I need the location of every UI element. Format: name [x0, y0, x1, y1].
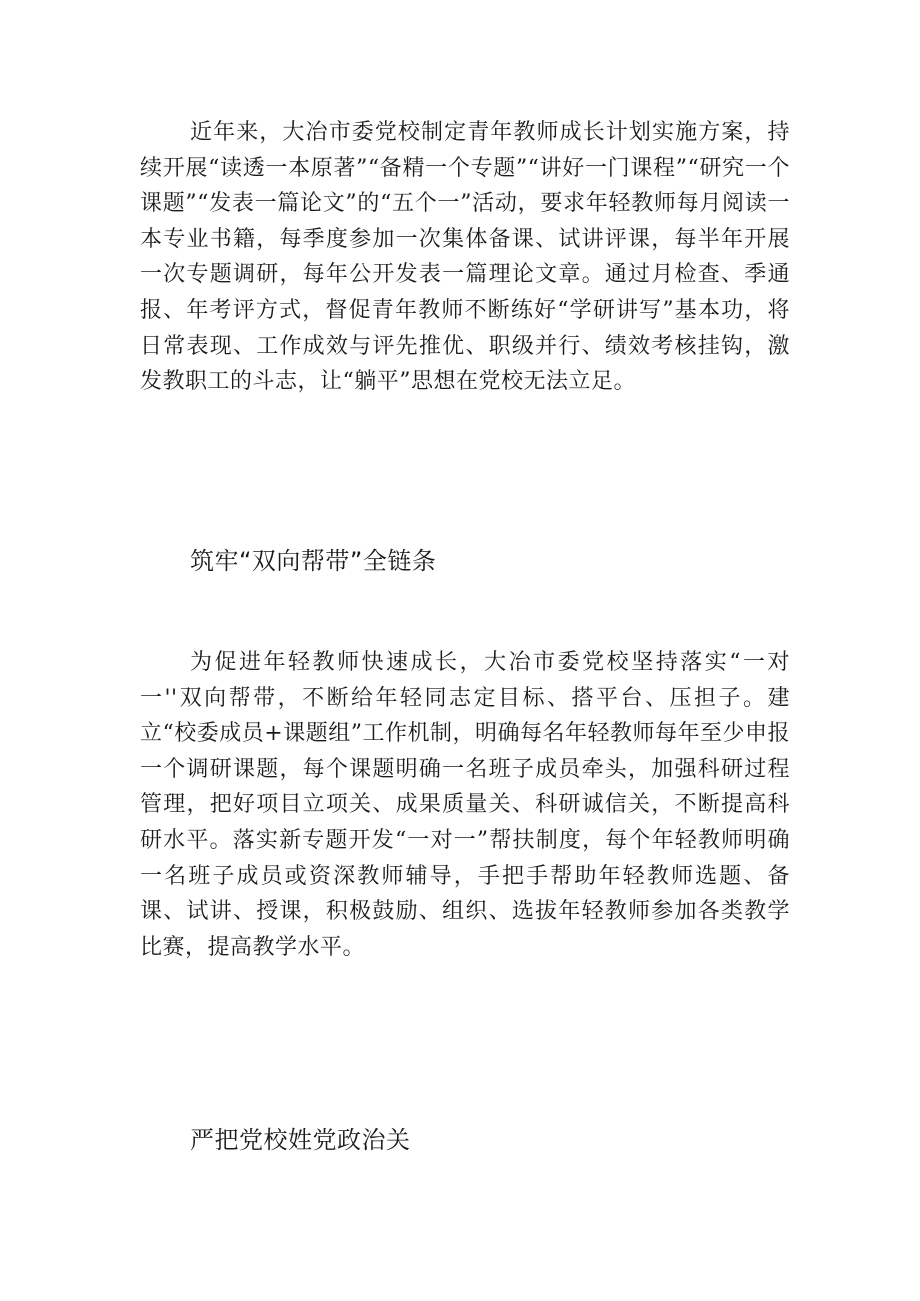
- section-heading-political-check: 严把党校姓党政治关: [190, 1126, 411, 1154]
- paragraph-youth-teacher-plan: 近年来，大冶市委党校制定青年教师成长计划实施方案，持续开展“读透一本原著”“备精一个专题”“讲好一门课程”“研究一个课题”“发表一篇论文”的“五个一”活动，要求年轻教师每月阅读一本专业书籍，每季度参加一次集体备课、试讲评课，每半年开展一次专题调研，每年公开发表一篇理论文章。通过月检查、季通报、年考评方式，督促青年教师不断练好“学研讲写”基本功，将日常表现、工作成效与评先推优、职级并行、绩效考核挂钩，激发教职工的斗志，让“躺平”思想在党校无法立足。: [140, 120, 790, 395]
- section-heading-mentoring: 筑牢“双向帮带”全链条: [190, 547, 437, 575]
- paragraph-mentoring-system: 为促进年轻教师快速成长，大冶市委党校坚持落实“一对一''双向帮带，不断给年轻同志定目标、搭平台、压担子。建立“校委成员+课题组”工作机制，明确每名年轻教师每年至少申报一个调研课题，每个课题明确一名班子成员牵头，加强科研过程管理，把好项目立项关、成果质量关、科研诚信关，不断提高科研水平。落实新专题开发“一对一”帮扶制度，每个年轻教师明确一名班子成员或资深教师辅导，手把手帮助年轻教师选题、备课、试讲、授课，积极鼓励、组织、选拔年轻教师参加各类教学比赛，提高教学水平。: [140, 650, 790, 960]
